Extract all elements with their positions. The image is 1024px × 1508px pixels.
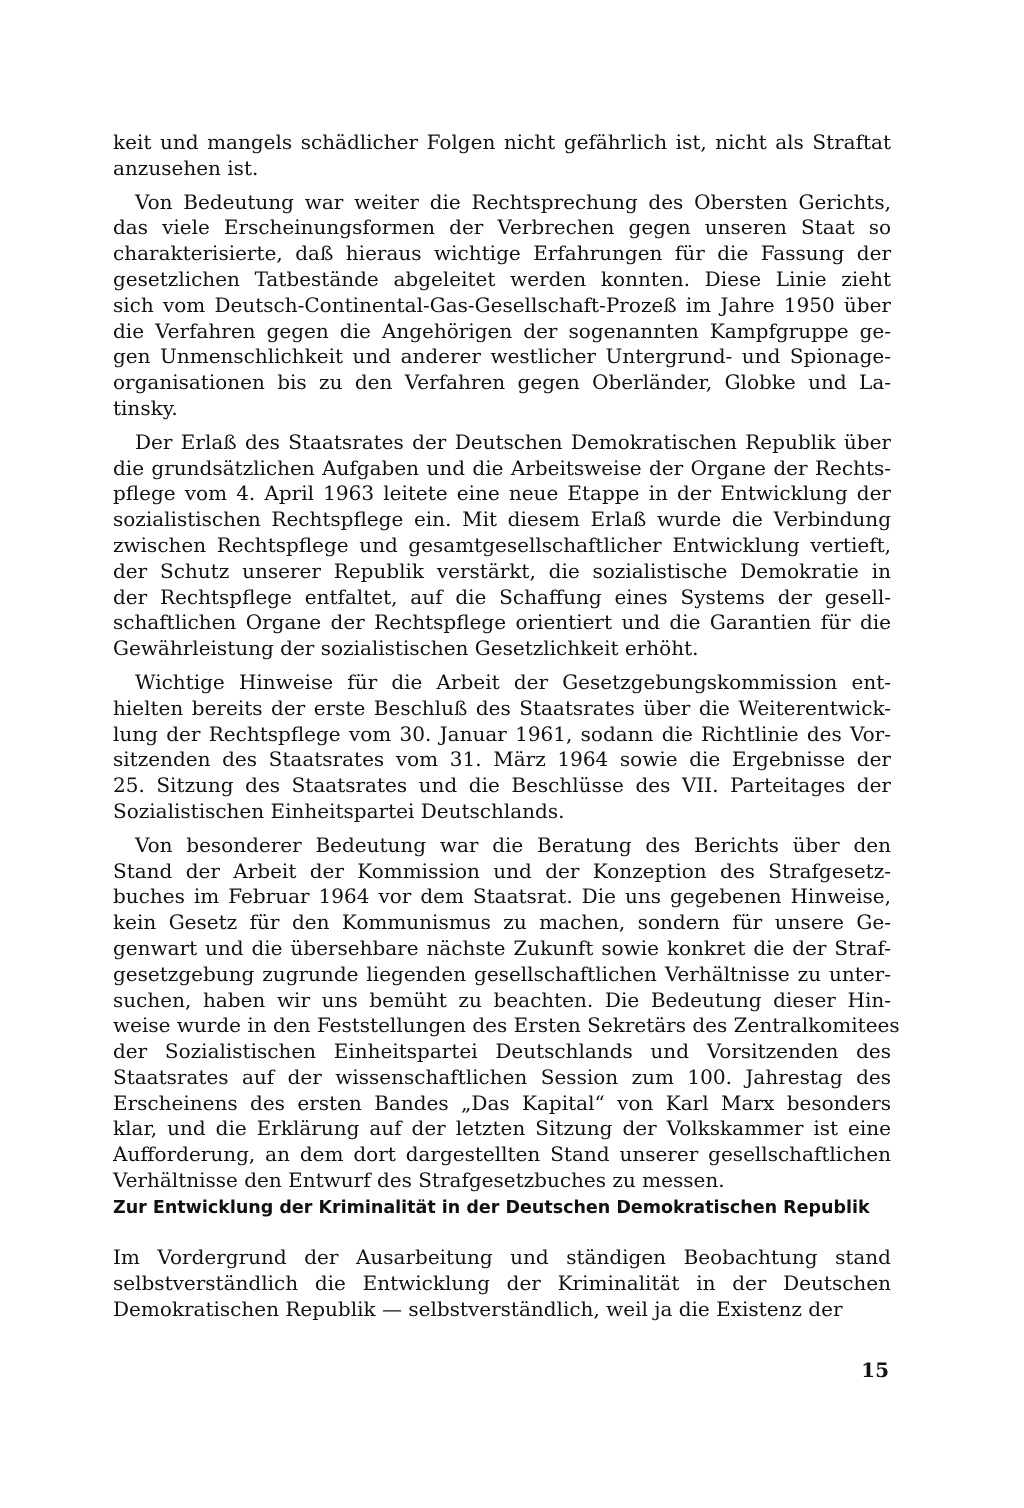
text-line: keit und mangels schädlicher Folgen nicht gefährlich ist, nicht als Straftat — [113, 130, 891, 154]
text-line: schaftlichen Organe der Rechtspflege orientiert und die Garantien für die — [113, 610, 891, 635]
text-line: der Schutz unserer Republik verstärkt, die sozialistische Demokratie in — [113, 558, 891, 583]
paragraph-4 — [113, 670, 891, 825]
text-line: der Sozialistischen Einheitspartei Deutschlands und Vorsitzenden des — [113, 1039, 891, 1064]
text-line: tinsky. — [113, 395, 178, 420]
text-line: Der Erlaß des Staatsrates der Deutschen Demokratischen Republik über — [135, 429, 891, 454]
text-line: selbstverständlich die Entwicklung der Kriminalität in der Deutschen — [113, 1270, 891, 1295]
paragraph-6 — [113, 1245, 891, 1322]
text-line: kein Gesetz für den Kommunismus zu machen, sondern für unsere Ge- — [113, 910, 891, 935]
paragraph-5 — [113, 832, 900, 1194]
section-heading: Zur Entwicklung der Kriminalität in der Deutschen Demokratischen Republik — [113, 1198, 870, 1218]
text-line: zwischen Rechtspflege und gesamtgesellschaftlicher Entwicklung vertieft, — [113, 532, 891, 557]
text-line: der Rechtspflege entfaltet, auf die Schaffung eines Systems der gesell- — [113, 584, 891, 609]
text-line: Wichtige Hinweise für die Arbeit der Gesetzgebungskommission ent- — [135, 669, 891, 694]
text-line: weise wurde in den Feststellungen des Ersten Sekretärs des Zentralkomitees — [113, 1013, 900, 1038]
paragraph-2 — [113, 190, 891, 422]
text-line: sozialistischen Rechtspflege ein. Mit diesem Erlaß wurde die Verbindung — [113, 507, 891, 532]
text-line: Erscheinens des ersten Bandes „Das Kapital“ von Karl Marx besonders — [113, 1090, 891, 1115]
text-line: pflege vom 4. April 1963 leitete eine neue Etappe in der Entwicklung der — [113, 481, 891, 506]
text-line: sich vom Deutsch-Continental-Gas-Gesellschaft-Prozeß im Jahre 1950 über — [113, 292, 891, 317]
text-line: organisationen bis zu den Verfahren gegen Oberländer, Globke und La- — [113, 370, 891, 395]
text-line: sitzenden des Staatsrates vom 31. März 1964 sowie die Ergebnisse der — [113, 747, 891, 772]
text-line: hielten bereits der erste Beschluß des Staatsrates über die Weiterentwick- — [113, 695, 891, 720]
text-line: Sozialistischen Einheitspartei Deutschlands. — [113, 798, 565, 823]
text-line: die grundsätzlichen Aufgaben und die Arbeitsweise der Organe der Rechts- — [113, 455, 891, 480]
text-line: gesetzlichen Tatbestände abgeleitet werden konnten. Diese Linie zieht — [113, 266, 891, 291]
text-line: Von Bedeutung war weiter die Rechtsprechung des Obersten Gerichts, — [135, 189, 891, 214]
text-line: charakterisierte, daß hieraus wichtige Erfahrungen für die Fassung der — [113, 241, 891, 266]
text-line: klar, und die Erklärung auf der letzten Sitzung der Volkskammer ist eine — [113, 1116, 891, 1141]
text-line: Im Vordergrund der Ausarbeitung und ständigen Beobachtung stand — [113, 1245, 891, 1269]
text-line: suchen, haben wir uns bemüht zu beachten. Die Bedeutung dieser Hin- — [113, 987, 891, 1012]
paragraph-1 — [113, 130, 891, 182]
text-line: Von besonderer Bedeutung war die Beratung des Berichts über den — [135, 832, 891, 857]
text-line: die Verfahren gegen die Angehörigen der sogenannten Kampfgruppe ge- — [113, 318, 891, 343]
text-line: Verhältnisse den Entwurf des Strafgesetzbuches zu messen. — [113, 1168, 725, 1193]
body-text-upper — [113, 130, 900, 1202]
paragraph-3 — [113, 430, 891, 662]
text-line: Stand der Arbeit der Kommission und der Konzeption des Strafgesetz- — [113, 858, 891, 883]
text-line: Demokratischen Republik — selbstverständlich, weil ja die Existenz der — [113, 1296, 843, 1321]
text-line: anzusehen ist. — [113, 155, 259, 180]
text-line: buches im Februar 1964 vor dem Staatsrat. Die uns gegebenen Hinweise, — [113, 884, 891, 909]
page-number: 15 — [861, 1358, 889, 1382]
text-line: lung der Rechtspflege vom 30. Januar 1961, sodann die Richtlinie des Vor- — [113, 721, 891, 746]
text-line: genwart und die übersehbare nächste Zukunft sowie konkret die der Straf- — [113, 935, 891, 960]
text-line: Gewährleistung der sozialistischen Gesetzlichkeit erhöht. — [113, 636, 699, 661]
text-line: gesetzgebung zugrunde liegenden gesellschaftlichen Verhältnisse zu unter- — [113, 961, 891, 986]
body-text-lower — [113, 1245, 891, 1330]
text-line: 25. Sitzung des Staatsrates und die Beschlüsse des VII. Parteitages der — [113, 773, 891, 798]
text-line: gen Unmenschlichkeit und anderer westlicher Untergrund- und Spionage- — [113, 344, 891, 369]
text-line: Aufforderung, an dem dort dargestellten Stand unserer gesellschaftlichen — [113, 1142, 891, 1167]
text-line: das viele Erscheinungsformen der Verbrechen gegen unseren Staat so — [113, 215, 891, 240]
text-line: Staatsrates auf der wissenschaftlichen Session zum 100. Jahrestag des — [113, 1064, 891, 1089]
